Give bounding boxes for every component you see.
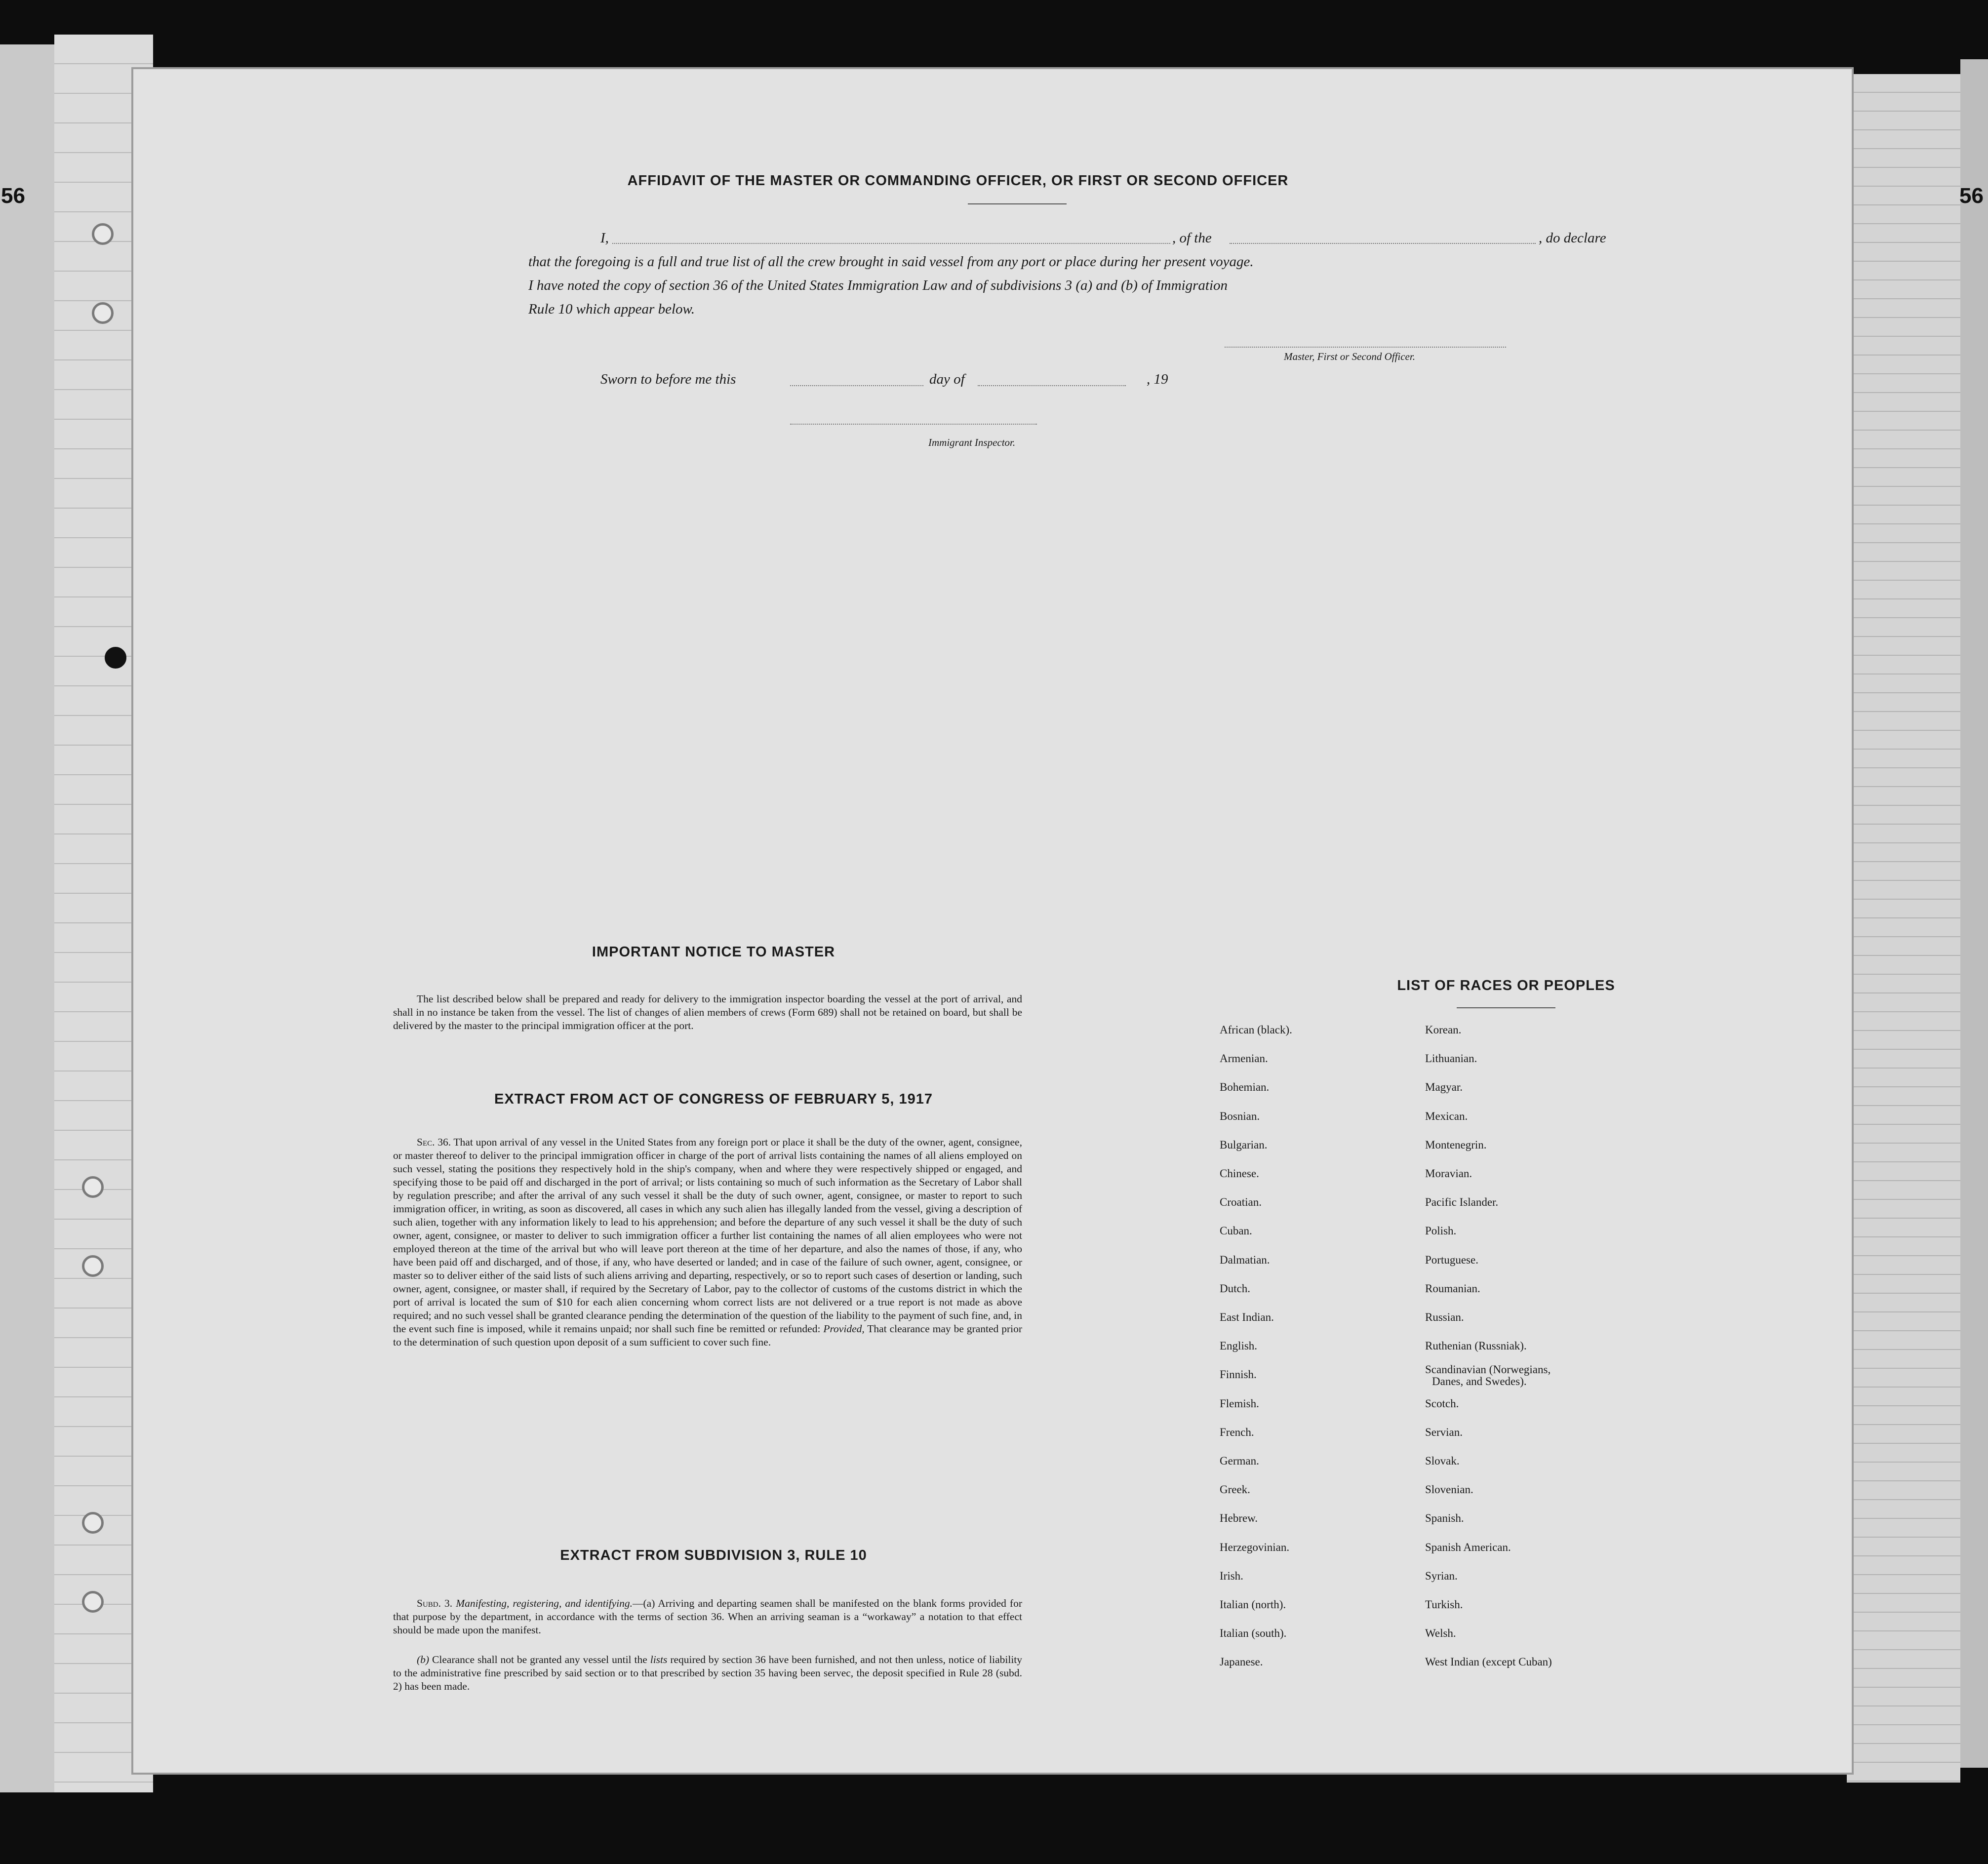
race-item: Welsh.: [1425, 1627, 1456, 1640]
inspector-caption: Immigrant Inspector.: [928, 436, 1016, 448]
race-item: Scandinavian (Norwegians,: [1425, 1363, 1551, 1376]
race-item: German.: [1220, 1455, 1259, 1467]
notice-title: IMPORTANT NOTICE TO MASTER: [592, 944, 835, 960]
race-item: African (black).: [1220, 1024, 1292, 1036]
sworn-day-line: [790, 385, 923, 386]
signature-caption: Master, First or Second Officer.: [1284, 351, 1415, 362]
affidavit-line-3: I have noted the copy of section 36 of the United States Immigration Law and of subdivisions 3 (a) and (b) of Immigration: [528, 278, 1228, 293]
race-item: Slovenian.: [1425, 1483, 1473, 1496]
rule-extract-para-b: (b) Clearance shall not be granted any vessel until the lists required by section 36 have been furnished, and not then unless, notice of liability to the administrative fine prescribed by said section or to that prescribed by section 35 having been servec, the deposit specified in Rule 28 (subd. 2) has been made.: [393, 1654, 1023, 1692]
affidavit-line-2: that the foregoing is a full and true list of all the crew brought in said vessel from any port or place during her present voyage.: [528, 254, 1254, 270]
race-item: West Indian (except Cuban): [1425, 1656, 1552, 1668]
race-item: Moravian.: [1425, 1167, 1472, 1180]
sworn-month-line: [978, 385, 1126, 386]
race-item: Hebrew.: [1220, 1512, 1258, 1525]
binder-hole: [82, 1512, 104, 1534]
race-item: Cuban.: [1220, 1225, 1252, 1237]
race-item: Scotch.: [1425, 1397, 1459, 1410]
race-item: Bosnian.: [1220, 1110, 1260, 1122]
races-title: LIST OF RACES OR PEOPLES: [1397, 978, 1615, 993]
race-item: Flemish.: [1220, 1397, 1259, 1410]
race-item: Turkish.: [1425, 1598, 1463, 1611]
race-item: Herzegovinian.: [1220, 1541, 1290, 1553]
affidavit-do-declare: , do declare: [1539, 230, 1606, 246]
binder-hole: [92, 223, 114, 245]
inspector-signature-line: [790, 424, 1037, 425]
binder-hole: [82, 1591, 104, 1613]
race-item: Italian (south).: [1220, 1627, 1287, 1640]
sworn-prefix: Sworn to before me this: [600, 371, 736, 387]
divider: [1457, 1007, 1555, 1008]
notice-body: The list described below shall be prepared and ready for delivery to the immigration inspector boarding the vessel at the port of arrival, and shall in no instance be taken from the vessel. The list of changes of alien members of crews (Form 689) shall not be retained on board, but shall be delivered by the master to the principal immigration officer at the port.: [393, 993, 1022, 1031]
race-item: Bohemian.: [1220, 1081, 1270, 1094]
race-item: Montenegrin.: [1425, 1138, 1487, 1151]
race-item: Bulgarian.: [1220, 1138, 1268, 1151]
race-item: Greek.: [1220, 1483, 1250, 1496]
race-item: Roumanian.: [1425, 1282, 1480, 1295]
divider: [968, 203, 1067, 204]
race-item: Mexican.: [1425, 1110, 1468, 1122]
race-item: Syrian.: [1425, 1569, 1458, 1582]
right-page-edge: [1960, 59, 1988, 1768]
race-item: Korean.: [1425, 1024, 1462, 1036]
race-item: Armenian.: [1220, 1052, 1268, 1065]
race-item: Finnish.: [1220, 1368, 1257, 1381]
master-name-line: [612, 243, 1170, 244]
rule-extract-para-a: Subd. 3. Manifesting, registering, and identifying.—(a) Arriving and departing seamen shall be manifested on the blank forms provided for that purpose by the department, in accordance with the terms of section 36. When an arriving seaman is a “workaway” a notation to that effect should be made upon the manifest.: [393, 1597, 1022, 1636]
affidavit-i: I,: [600, 230, 609, 246]
race-item: French.: [1220, 1426, 1254, 1438]
race-item: Russian.: [1425, 1311, 1464, 1323]
vessel-name-line: [1230, 243, 1536, 244]
race-item: Portuguese.: [1425, 1253, 1478, 1266]
left-page-edge: [0, 44, 54, 1792]
signature-line: [1225, 347, 1506, 348]
race-item: Danes, and Swedes).: [1432, 1375, 1527, 1388]
race-item: Ruthenian (Russniak).: [1425, 1340, 1527, 1352]
race-item: Servian.: [1425, 1426, 1463, 1438]
race-item: Spanish.: [1425, 1512, 1464, 1525]
race-item: East Indian.: [1220, 1311, 1274, 1323]
race-item: Dutch.: [1220, 1282, 1250, 1295]
left-page-number: 56: [1, 184, 25, 208]
sworn-year: , 19: [1147, 371, 1168, 387]
affidavit-of-the: , of the: [1172, 230, 1212, 246]
sworn-day-of: day of: [929, 371, 965, 387]
affidavit-line-4: Rule 10 which appear below.: [528, 301, 695, 317]
right-page-number: 56: [1959, 184, 1984, 208]
rule-extract-title: EXTRACT FROM SUBDIVISION 3, RULE 10: [560, 1547, 867, 1563]
race-item: Italian (north).: [1220, 1598, 1286, 1611]
race-item: Japanese.: [1220, 1656, 1263, 1668]
binder-hole: [105, 647, 126, 669]
act-extract-title: EXTRACT FROM ACT OF CONGRESS OF FEBRUARY 5, 1917: [494, 1091, 933, 1107]
race-item: Dalmatian.: [1220, 1253, 1270, 1266]
right-ruled-sheet: [1847, 74, 1960, 1783]
race-item: Croatian.: [1220, 1196, 1262, 1209]
race-item: Slovak.: [1425, 1455, 1460, 1467]
binder-hole: [82, 1255, 104, 1277]
binder-hole: [92, 302, 114, 324]
affidavit-title: AFFIDAVIT OF THE MASTER OR COMMANDING OFFICER, OR FIRST OR SECOND OFFICER: [627, 173, 1289, 189]
form-page: [133, 69, 1852, 1773]
race-item: English.: [1220, 1340, 1258, 1352]
race-item: Irish.: [1220, 1569, 1243, 1582]
race-item: Lithuanian.: [1425, 1052, 1477, 1065]
binder-hole: [82, 1176, 104, 1198]
race-item: Polish.: [1425, 1225, 1457, 1237]
race-item: Pacific Islander.: [1425, 1196, 1499, 1209]
race-item: Chinese.: [1220, 1167, 1259, 1180]
act-extract-body: Sec. 36. That upon arrival of any vessel in the United States from any foreign port or place it shall be the duty of the owner, agent, consignee, or master thereof to deliver to the principal immigration officer in charge of the port of arrival lists containing the names of all aliens employed on such vessel, stating the positions they respectively hold in the ship's company, when and where they were respectively shipped or engaged, and specifying those to be paid off and discharged in the port of arrival; or lists containing so much of such information as the Secretary of Labor shall by regulation prescribe; and after the arrival of any such vessel it shall be the duty of such owner, agent, consignee, or master to report to such immigration officer, in writing, as soon as discovered, all cases in which any such alien has illegally landed from the vessel, giving a description of such alien, together with any information likely to lead to his apprehension; and before the departure of any such vessel it shall be the duty of such owner, agent, consignee, or master to deliver to such immigration officer a further list containing the names of all alien employees who were not employed thereon at the time of the arrival but who will leave port thereon at the time of her departure, and also the names of those, if any, who have been paid off and discharged, and of those, if any, who have deserted or landed; and in case of the failure of such owner, agent, consignee, or master so to deliver either of the said lists of such aliens arriving and departing, respectively, or so to report such cases of desertion or landing, such owner, agent, consignee, or master shall, if required by the Secretary of Labor, pay to the collector of customs of the customs district in which the port of arrival is located the sum of $10 for each alien concerning whom correct lists are not delivered or a true report is not made as above required; and no such vessel shall be granted clearance pending the determination of the question of the liability to the payment of such fine, and, in the event such fine is imposed, while it remains unpaid; nor shall such fine be remitted or refunded: Provided, That clearance may be granted prior to the determination of such question upon deposit of a sum sufficient to cover such fine.: [393, 1136, 1022, 1348]
race-item: Magyar.: [1425, 1081, 1463, 1094]
race-item: Spanish American.: [1425, 1541, 1511, 1553]
